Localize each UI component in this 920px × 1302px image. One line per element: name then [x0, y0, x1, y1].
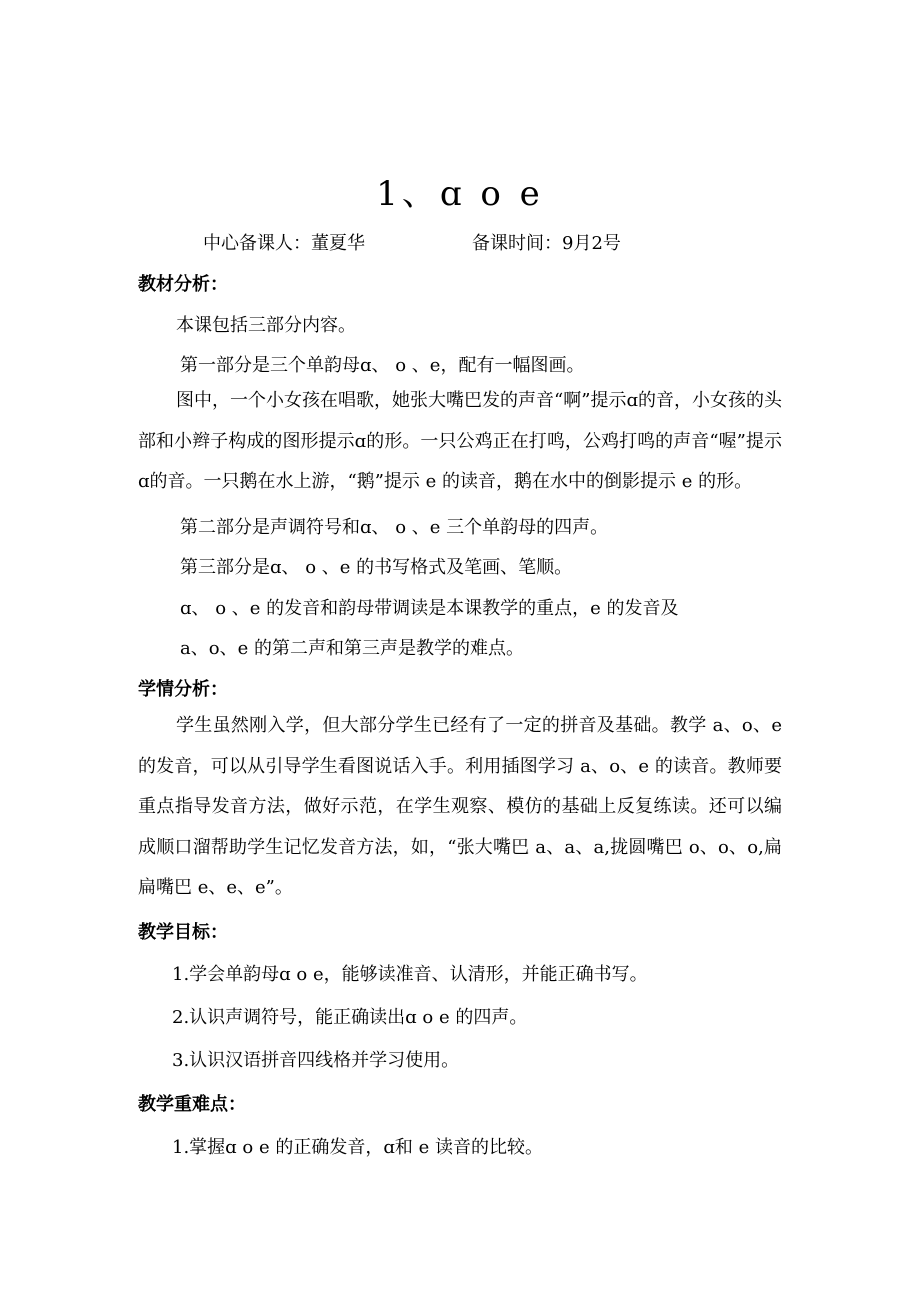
material-line-1: 本课包括三部分内容。: [176, 315, 356, 336]
material-line-4: 第三部分是ɑ、 o 、e 的书写格式及笔画、笔顺。: [180, 557, 573, 578]
lesson-title: 1、ɑ o e: [376, 174, 544, 214]
material-line-5: ɑ、 o 、e 的发音和韵母带调读是本课教学的重点，e 的发音及: [180, 598, 679, 619]
material-line-2: 第一部分是三个单韵母ɑ、 o 、e，配有一幅图画。: [180, 355, 585, 376]
goal-item-1: 1.学会单韵母ɑ o e，能够读准音、认清形，并能正确书写。: [172, 964, 648, 985]
heading-key-difficult-points: 教学重难点：: [138, 1094, 246, 1115]
material-line-3: 第二部分是声调符号和ɑ、 o 、e 三个单韵母的四声。: [180, 517, 609, 538]
preparer-info: 中心备课人：董夏华: [203, 233, 365, 254]
student-analysis-paragraph: 学生虽然刚入学，但大部分学生已经有了一定的拼音及基础。教学 a、o、e 的发音，可以从引导学生看图说话入手。利用插图学习 a、o、e 的读音。教师要重点指导发音方法，做好示范，在学生观察、模仿的基础上反复练读。还可以编成顺口溜帮助学生记忆发音方法，如，“张大嘴巴 a、a、a,拢圆嘴巴 o、o、o,扁扁嘴巴 e、e、e”。: [138, 715, 782, 898]
material-illustration-paragraph: 图中，一个小女孩在唱歌，她张大嘴巴发的声音“啊”提示ɑ的音，小女孩的头部和小辫子构成的图形提示ɑ的形。一只公鸡正在打鸣，公鸡打鸣的声音“喔”提示ɑ的音。一只鹅在水上游，“鹅”提示 e 的读音，鹅在水中的倒影提示 e 的形。: [138, 390, 782, 492]
goal-item-3: 3.认识汉语拼音四线格并学习使用。: [172, 1050, 460, 1071]
prep-time-info: 备课时间：9月2号: [472, 233, 621, 254]
heading-material-analysis: 教材分析：: [138, 274, 228, 295]
material-line-6: a、o、e 的第二声和第三声是教学的难点。: [180, 638, 524, 659]
key-point-item-1: 1.掌握ɑ o e 的正确发音，ɑ和 e 读音的比较。: [172, 1137, 543, 1158]
goal-item-2: 2.认识声调符号，能正确读出ɑ o e 的四声。: [172, 1007, 528, 1028]
heading-student-analysis: 学情分析：: [138, 679, 228, 700]
heading-teaching-goals: 教学目标：: [138, 922, 228, 943]
